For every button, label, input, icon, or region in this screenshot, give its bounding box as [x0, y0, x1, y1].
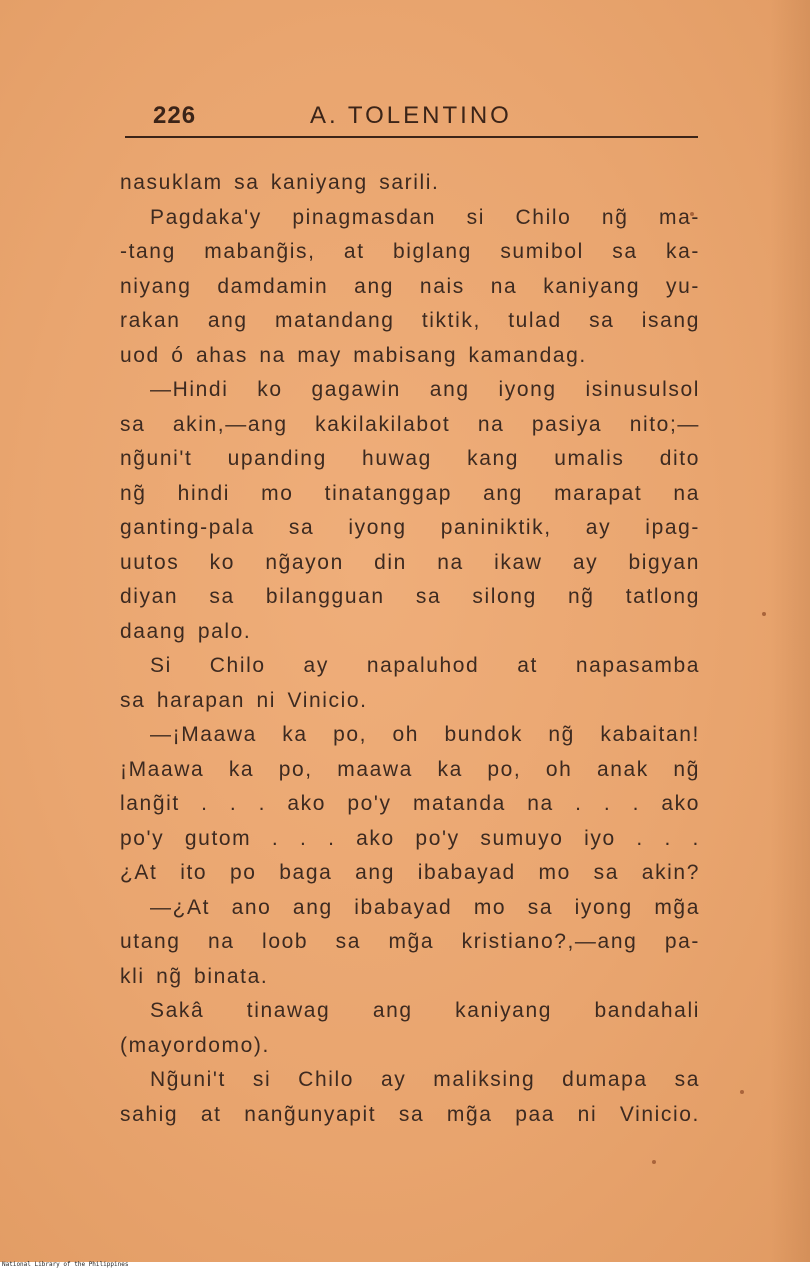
text-line: ng̃uni't upanding huwag kang umalis dito [120, 447, 700, 470]
page-number: 226 [153, 102, 197, 129]
text-line: ganting-pala sa iyong paniniktik, ay ipag- [120, 516, 700, 539]
text-line: po'y gutom . . . ako po'y sumuyo iyo . . . [120, 826, 700, 850]
text-line: lang̃it . . . ako po'y matanda na . . . ako [120, 792, 700, 815]
text-line: ¡Maawa ka po, maawa ka po, oh anak ng̃ [120, 757, 700, 781]
text-line: nasuklam sa kaniyang sarili. [120, 171, 440, 194]
text-line: Ng̃uni't si Chilo ay maliksing dumapa sa [150, 1068, 700, 1091]
text-line: ¿At ito po baga ang ibabayad mo sa akin? [120, 861, 700, 884]
text-line: —Hindi ko gagawin ang iyong isinusulsol [150, 378, 700, 401]
text-line: —¿At ano ang ibabayad mo sa iyong mg̃a [150, 895, 700, 919]
body-text [120, 166, 700, 1132]
text-line: sa harapan ni Vinicio. [120, 688, 368, 712]
text-line: (mayordomo). [120, 1033, 270, 1057]
text-line: —¡Maawa ka po, oh bundok ng̃ kabaitan! [150, 723, 700, 746]
paper-speck [762, 612, 766, 616]
text-line: Si Chilo ay napaluhod at napasamba [150, 654, 700, 677]
text-line: niyang damdamin ang nais na kaniyang yu- [120, 274, 700, 298]
text-line: utang na loob sa mg̃a kristiano?,—ang pa- [120, 930, 700, 953]
text-line: -tang mabang̃is, at biglang sumibol sa ka- [120, 240, 700, 263]
text-line: diyan sa bilangguan sa silong ng̃ tatlong [120, 585, 700, 608]
text-line: daang palo. [120, 619, 252, 643]
text-line: kli ng̃ binata. [120, 964, 269, 988]
text-line: uutos ko ng̃ayon din na ikaw ay bigyan [120, 550, 700, 574]
paper-speck [740, 1090, 744, 1094]
text-line: rakan ang matandang tiktik, tulad sa isang [120, 309, 700, 332]
text-line: Sakâ tinawag ang kaniyang bandahali [150, 999, 700, 1022]
text-line: Pagdaka'y pinagmasdan si Chilo ng̃ ma- [150, 205, 700, 229]
text-line: sahig at nang̃unyapit sa mg̃a paa ni Vinicio. [120, 1102, 700, 1126]
paper-speck [652, 1160, 656, 1164]
page-header [125, 100, 698, 138]
text-line: ng̃ hindi mo tinatanggap ang marapat na [120, 481, 700, 505]
text-line: uod ó ahas na may mabisang kamandag. [120, 343, 587, 367]
archive-credit: National Library of the Philippines [2, 1261, 129, 1268]
running-head: A. TOLENTINO [310, 102, 512, 129]
text-line: sa akin,—ang kakilakilabot na pasiya nito;— [120, 412, 700, 436]
